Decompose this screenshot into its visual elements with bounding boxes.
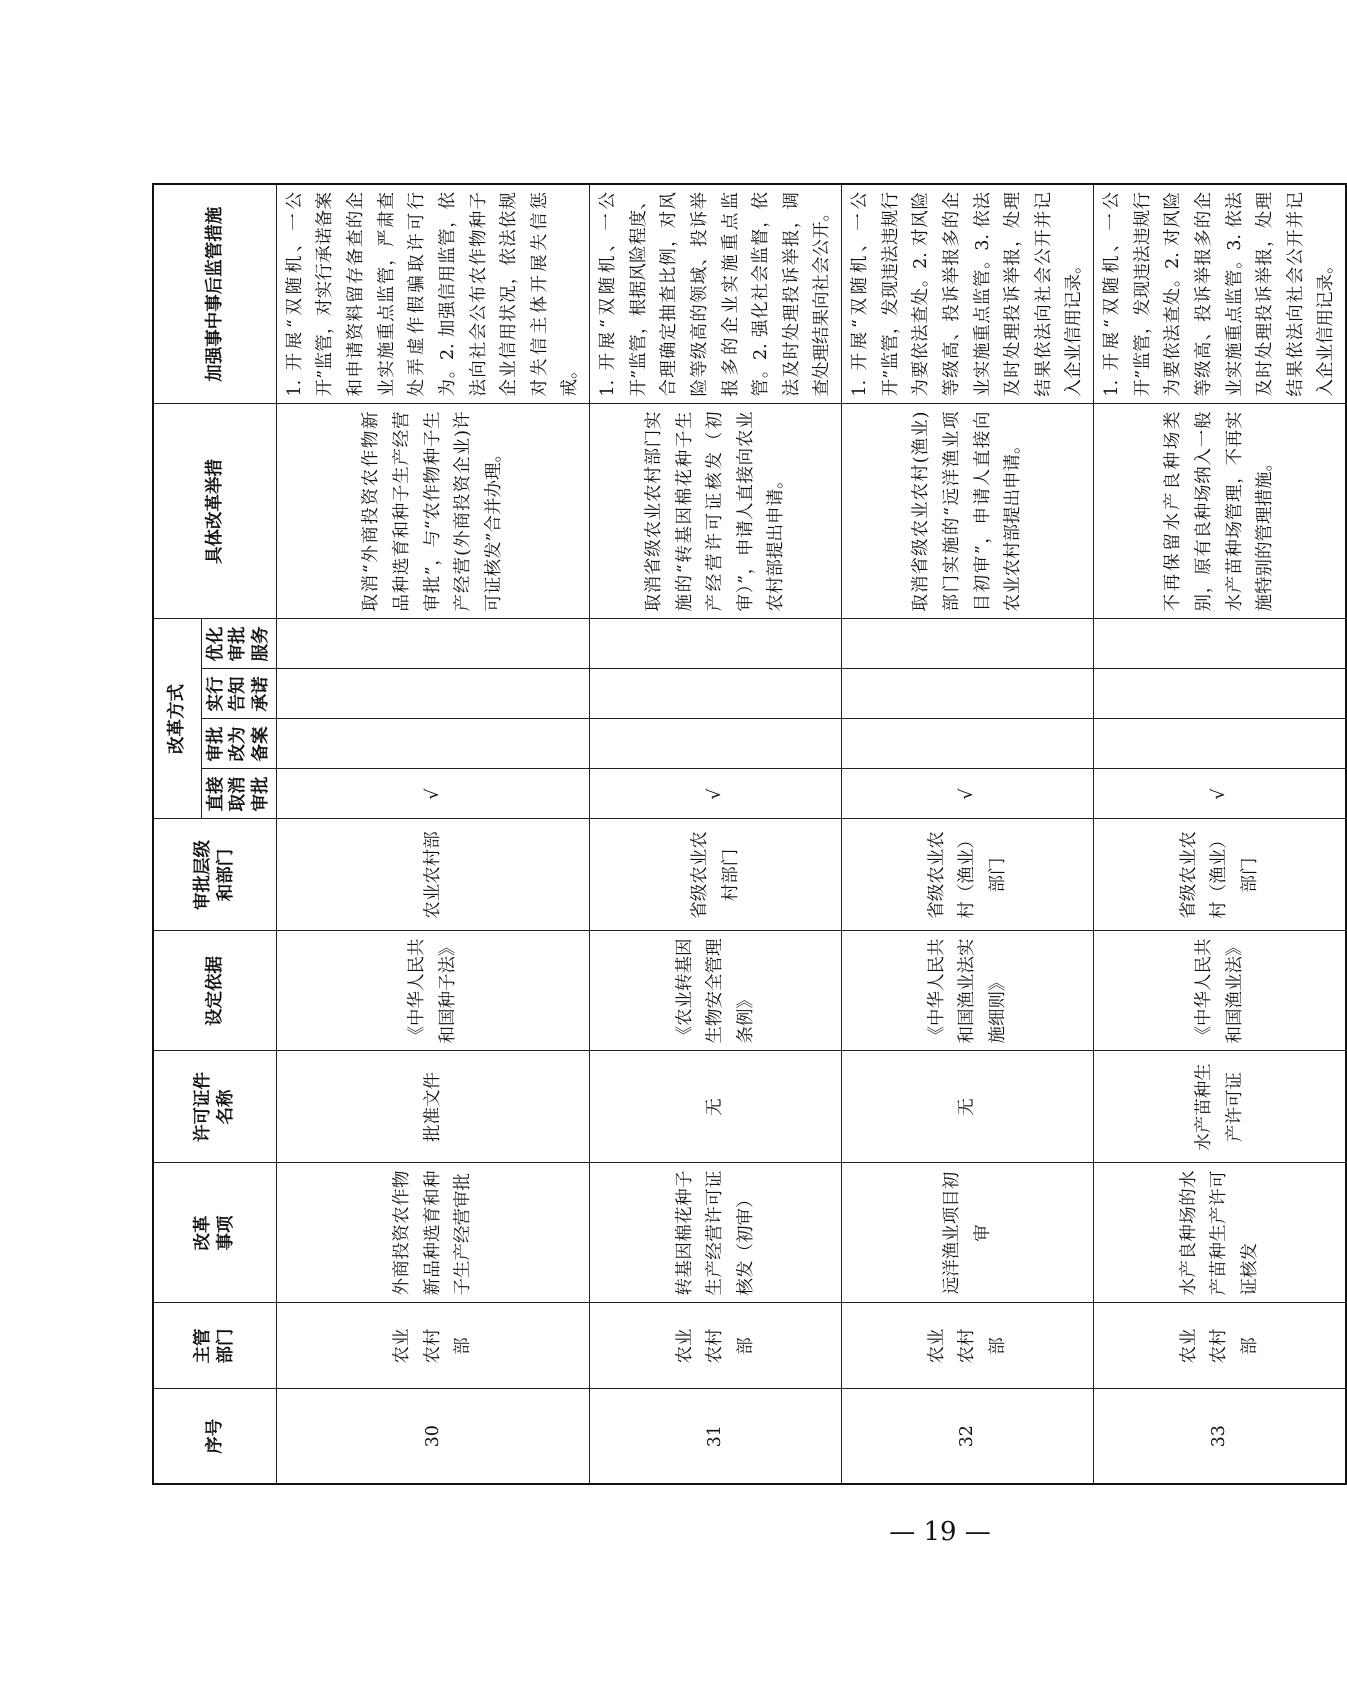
header-mode-cancel: 直接取消审批 [201,769,276,819]
row-mode-cancel: √ [276,769,589,819]
page-number: — 19 — [889,1517,991,1547]
row-mode-optimize [590,619,842,669]
header-basis: 设定依据 [153,931,276,1051]
row-supervision: 1. 开展“双随机、一公开”监管，根据风险程度、合理确定抽查比例，对风险等级高的领域、投诉举报多的企业实施重点监管。2. 强化社会监督，依法及时处理投诉举报，调查处理结果向社会公开。 [590,184,842,404]
rotated-table-container [152,185,1337,1485]
row-mode-commitment [842,669,1094,719]
row-supervision: 1. 开展“双随机、一公开”监管，发现违法违规行为要依法查处。2. 对风险等级高、投诉举报多的企业实施重点监管。3. 依法及时处理投诉举报，处理结果依法向社会公开并记入企业信用记录。 [842,184,1094,404]
table-row [842,184,1094,1484]
row-mode-filing [276,719,589,769]
row-mode-optimize [276,619,589,669]
row-seq: 33 [1094,1389,1347,1484]
row-item: 外商投资农作物新品种选育和种子生产经营审批 [276,1163,589,1303]
row-mode-filing [1094,719,1347,769]
header-dept: 主管部门 [153,1303,276,1389]
row-mode-commitment [276,669,589,719]
header-license: 许可证件名称 [153,1051,276,1163]
row-mode-optimize [1094,619,1347,669]
row-seq: 31 [590,1389,842,1484]
row-mode-optimize [842,619,1094,669]
row-license: 批准文件 [276,1051,589,1163]
row-measures: 取消省级农业农村部门实施的“转基因棉花种子生产经营许可证核发（初审）”，申请人直接向农业农村部提出申请。 [590,404,842,619]
row-item: 水产良种场的水产苗种生产许可证核发 [1094,1163,1347,1303]
header-mode-optimize: 优化审批服务 [201,619,276,669]
row-measures: 不再保留水产良种场类别，原有良种场纳入一般水产苗种场管理，不再实施特别的管理措施。 [1094,404,1347,619]
reform-table [152,183,1347,1485]
row-dept: 农业农村部 [276,1303,589,1389]
row-dept: 农业农村部 [590,1303,842,1389]
row-license: 无 [590,1051,842,1163]
row-mode-cancel: √ [842,769,1094,819]
header-mode-group: 改革方式 [153,619,201,819]
row-seq: 30 [276,1389,589,1484]
header-item: 改革事项 [153,1163,276,1303]
row-supervision: 1. 开展“双随机、一公开”监管，发现违法违规行为要依法查处。2. 对风险等级高、投诉举报多的企业实施重点监管。3. 依法及时处理投诉举报，处理结果依法向社会公开并记入企业信用记录。 [1094,184,1347,404]
table-row [1094,184,1347,1484]
row-mode-commitment [590,669,842,719]
row-mode-cancel: √ [1094,769,1347,819]
row-supervision: 1. 开展“双随机、一公开”监管，对实行承诺备案和申请资料留存备查的企业实施重点监管，严肃查处弄虚作假骗取许可行为。2. 加强信用监管，依法向社会公布农作物种子企业信用状况，依法依规对失信主体开展失信惩戒。 [276,184,589,404]
row-basis: 《中华人民共和国渔业法》 [1094,931,1347,1051]
row-measures: 取消省级农业农村(渔业)部门实施的“远洋渔业项目初审”，申请人直接向农业农村部提出申请。 [842,404,1094,619]
row-dept: 农业农村部 [842,1303,1094,1389]
row-mode-commitment [1094,669,1347,719]
row-measures: 取消“外商投资农作物新品种选育和种子生产经营审批”，与“农作物种子生产经营(外商投资企业)许可证核发”合并办理。 [276,404,589,619]
row-item: 远洋渔业项目初审 [842,1163,1094,1303]
header-supervision: 加强事中事后监管措施 [153,184,276,404]
row-level: 省级农业农村部门 [590,819,842,931]
row-seq: 32 [842,1389,1094,1484]
row-license: 无 [842,1051,1094,1163]
table-row [590,184,842,1484]
row-mode-filing [590,719,842,769]
row-basis: 《中华人民共和国渔业法实施细则》 [842,931,1094,1051]
table-row [276,184,589,1484]
row-level: 农业农村部 [276,819,589,931]
row-level: 省级农业农村（渔业）部门 [842,819,1094,931]
row-basis: 《农业转基因生物安全管理条例》 [590,931,842,1051]
header-mode-filing: 审批改为备案 [201,719,276,769]
row-item: 转基因棉花种子生产经营许可证核发（初审） [590,1163,842,1303]
header-mode-commitment: 实行告知承诺 [201,669,276,719]
row-dept: 农业农村部 [1094,1303,1347,1389]
header-measures: 具体改革举措 [153,404,276,619]
header-level: 审批层级和部门 [153,819,276,931]
row-basis: 《中华人民共和国种子法》 [276,931,589,1051]
row-mode-cancel: √ [590,769,842,819]
row-mode-filing [842,719,1094,769]
header-seq: 序号 [153,1389,276,1484]
row-level: 省级农业农村（渔业）部门 [1094,819,1347,931]
row-license: 水产苗种生产许可证 [1094,1051,1347,1163]
